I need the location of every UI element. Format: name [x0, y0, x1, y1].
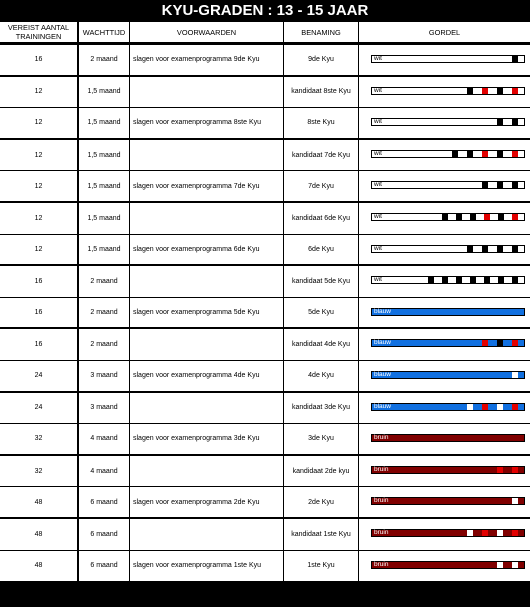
belt-label: blauw — [374, 402, 391, 410]
belt-stripe-red — [482, 530, 488, 536]
belt-stripe-red — [512, 467, 518, 473]
condition-cell — [130, 393, 283, 424]
wait-cell: 3 maand — [79, 393, 129, 424]
condition-cell: slagen voor examenprogramma 7de Kyu — [130, 171, 283, 201]
belt-bruin — [371, 434, 525, 442]
wait-cell: 2 maand — [79, 266, 129, 297]
belt-stripe-black — [497, 182, 503, 188]
name-cell: 7de Kyu — [284, 171, 358, 201]
belt-label: wit — [374, 118, 382, 126]
belt-cell — [359, 266, 530, 297]
belt-stripe-red — [497, 467, 503, 473]
belt-bruin — [371, 529, 525, 537]
name-cell: 1ste Kyu — [284, 551, 358, 582]
belt-cell — [359, 108, 530, 138]
belt-label: wit — [374, 276, 382, 284]
name-cell: 9de Kyu — [284, 45, 358, 75]
belt-label: blauw — [374, 371, 391, 378]
belt-stripe-black — [482, 246, 488, 252]
wait-cell: 1,5 maand — [79, 171, 129, 201]
header-conditions: VOORWAARDEN — [130, 22, 283, 42]
belt-label: bruin — [374, 529, 389, 536]
condition-cell: slagen voor examenprogramma 9de Kyu — [130, 45, 283, 75]
name-cell: kandidaat 3de Kyu — [284, 393, 358, 424]
wait-cell: 1,5 maand — [79, 235, 129, 265]
name-cell: kandidaat 8ste Kyu — [284, 77, 358, 108]
name-cell: 3de Kyu — [284, 424, 358, 454]
belt-wit — [371, 276, 525, 284]
name-cell: 6de Kyu — [284, 235, 358, 265]
name-cell: 4de Kyu — [284, 361, 358, 391]
belt-stripe-black — [497, 88, 503, 94]
belt-label: wit — [374, 181, 382, 189]
belt-cell — [359, 171, 530, 201]
belt-label: wit — [374, 55, 382, 62]
belt-stripe-black — [512, 119, 518, 125]
belt-cell — [359, 519, 530, 550]
belt-stripe-red — [512, 88, 518, 94]
belt-cell — [359, 361, 530, 391]
belt-stripe-white — [512, 372, 518, 378]
trainings-cell: 48 — [0, 519, 77, 550]
condition-cell: slagen voor examenprogramma 3de Kyu — [130, 424, 283, 454]
header-wait: WACHTTIJD — [79, 22, 129, 42]
header-belt: GORDEL — [359, 22, 530, 42]
condition-cell — [130, 140, 283, 171]
name-cell: 5de Kyu — [284, 298, 358, 328]
belt-cell — [359, 298, 530, 328]
trainings-cell: 12 — [0, 140, 77, 171]
belt-stripe-black — [452, 151, 458, 157]
trainings-cell: 48 — [0, 551, 77, 582]
trainings-cell: 12 — [0, 235, 77, 265]
belt-cell — [359, 203, 530, 234]
condition-cell — [130, 77, 283, 108]
belt-stripe-black — [467, 88, 473, 94]
belt-stripe-white — [497, 530, 503, 536]
belt-wit — [371, 87, 525, 95]
name-cell: kandidaat 7de Kyu — [284, 140, 358, 171]
trainings-cell: 48 — [0, 487, 77, 517]
condition-cell: slagen voor examenprogramma 8ste Kyu — [130, 108, 283, 138]
belt-stripe-red — [512, 530, 518, 536]
belt-stripe-red — [512, 214, 518, 220]
belt-cell — [359, 393, 530, 424]
belt-cell — [359, 551, 530, 582]
belt-wit — [371, 55, 525, 63]
wait-cell: 2 maand — [79, 298, 129, 328]
belt-stripe-white — [512, 498, 518, 504]
trainings-cell: 32 — [0, 424, 77, 454]
wait-cell: 6 maand — [79, 487, 129, 517]
condition-cell: slagen voor examenprogramma 6de Kyu — [130, 235, 283, 265]
belt-wit — [371, 118, 525, 126]
wait-cell: 1,5 maand — [79, 108, 129, 138]
belt-label: blauw — [374, 307, 391, 315]
belt-stripe-white — [497, 404, 503, 410]
belt-blauw — [371, 371, 525, 379]
trainings-cell: 24 — [0, 393, 77, 424]
trainings-cell: 12 — [0, 203, 77, 234]
trainings-cell: 12 — [0, 77, 77, 108]
condition-cell — [130, 456, 283, 487]
wait-cell: 6 maand — [79, 519, 129, 550]
trainings-cell: 24 — [0, 361, 77, 391]
belt-blauw — [371, 403, 525, 411]
belt-blauw — [371, 308, 525, 316]
page-title: KYU-GRADEN : 13 - 15 JAAR — [0, 0, 530, 22]
belt-stripe-red — [512, 404, 518, 410]
belt-wit — [371, 181, 525, 189]
belt-stripe-red — [482, 404, 488, 410]
condition-cell: slagen voor examenprogramma 5de Kyu — [130, 298, 283, 328]
name-cell: kandidaat 1ste Kyu — [284, 519, 358, 550]
belt-stripe-black — [484, 277, 490, 283]
belt-bruin — [371, 561, 525, 569]
belt-wit — [371, 213, 525, 221]
name-cell: 2de Kyu — [284, 487, 358, 517]
kyu-table — [0, 22, 530, 607]
belt-cell — [359, 329, 530, 360]
belt-label: blauw — [374, 339, 391, 347]
trainings-cell: 32 — [0, 456, 77, 487]
belt-stripe-black — [456, 214, 462, 220]
wait-cell: 4 maand — [79, 456, 129, 487]
belt-cell — [359, 456, 530, 487]
belt-stripe-black — [482, 182, 488, 188]
condition-cell — [130, 203, 283, 234]
wait-cell: 1,5 maand — [79, 140, 129, 171]
wait-cell: 6 maand — [79, 551, 129, 582]
belt-stripe-black — [512, 277, 518, 283]
trainings-cell: 16 — [0, 329, 77, 360]
wait-cell: 2 maand — [79, 329, 129, 360]
belt-stripe-red — [482, 340, 488, 346]
condition-cell — [130, 266, 283, 297]
name-cell: 8ste Kyu — [284, 108, 358, 138]
condition-cell — [130, 329, 283, 360]
name-cell: kandidaat 4de Kyu — [284, 329, 358, 360]
condition-cell: slagen voor examenprogramma 4de Kyu — [130, 361, 283, 391]
trainings-cell: 16 — [0, 298, 77, 328]
belt-stripe-black — [456, 277, 462, 283]
belt-stripe-black — [497, 246, 503, 252]
trainings-cell: 16 — [0, 266, 77, 297]
belt-stripe-black — [470, 214, 476, 220]
belt-cell — [359, 235, 530, 265]
belt-stripe-black — [467, 151, 473, 157]
belt-bruin — [371, 466, 525, 474]
belt-label: wit — [374, 213, 382, 220]
belt-wit — [371, 150, 525, 158]
belt-stripe-red — [512, 151, 518, 157]
belt-label: wit — [374, 149, 382, 157]
belt-stripe-black — [442, 214, 448, 220]
belt-blauw — [371, 339, 525, 347]
wait-cell: 1,5 maand — [79, 203, 129, 234]
belt-stripe-black — [497, 119, 503, 125]
condition-cell — [130, 519, 283, 550]
wait-cell: 4 maand — [79, 424, 129, 454]
belt-stripe-red — [484, 214, 490, 220]
belt-stripe-black — [442, 277, 448, 283]
belt-cell — [359, 140, 530, 171]
belt-stripe-black — [498, 277, 504, 283]
belt-label: bruin — [374, 434, 389, 442]
belt-stripe-black — [512, 56, 518, 62]
belt-wit — [371, 245, 525, 253]
name-cell: kandidaat 6de Kyu — [284, 203, 358, 234]
trainings-cell: 12 — [0, 171, 77, 201]
belt-label: bruin — [374, 497, 389, 505]
belt-cell — [359, 45, 530, 75]
wait-cell: 3 maand — [79, 361, 129, 391]
condition-cell: slagen voor examenprogramma 2de Kyu — [130, 487, 283, 517]
trainings-cell: 16 — [0, 45, 77, 75]
belt-label: wit — [374, 244, 382, 252]
belt-stripe-black — [470, 277, 476, 283]
belt-cell — [359, 487, 530, 517]
name-cell: kandidaat 2de kyu — [284, 456, 358, 487]
wait-cell: 2 maand — [79, 45, 129, 75]
belt-stripe-black — [512, 182, 518, 188]
belt-stripe-white — [497, 562, 503, 568]
belt-stripe-black — [512, 246, 518, 252]
name-cell: kandidaat 5de Kyu — [284, 266, 358, 297]
belt-stripe-red — [512, 340, 518, 346]
belt-cell — [359, 77, 530, 108]
belt-stripe-black — [497, 340, 503, 346]
belt-cell — [359, 424, 530, 454]
belt-stripe-red — [482, 151, 488, 157]
belt-stripe-black — [497, 151, 503, 157]
trainings-cell: 12 — [0, 108, 77, 138]
belt-label: bruin — [374, 560, 389, 568]
header-name: BENAMING — [284, 22, 358, 42]
belt-stripe-black — [467, 246, 473, 252]
belt-stripe-black — [428, 277, 434, 283]
belt-bruin — [371, 497, 525, 505]
belt-label: wit — [374, 86, 382, 94]
belt-stripe-white — [467, 530, 473, 536]
belt-stripe-white — [512, 562, 518, 568]
belt-label: bruin — [374, 465, 389, 473]
header-trainings: VEREIST AANTAL TRAININGEN — [0, 22, 77, 42]
belt-stripe-red — [482, 88, 488, 94]
wait-cell: 1,5 maand — [79, 77, 129, 108]
belt-stripe-white — [467, 404, 473, 410]
belt-stripe-black — [498, 214, 504, 220]
condition-cell: slagen voor examenprogramma 1ste Kyu — [130, 551, 283, 582]
